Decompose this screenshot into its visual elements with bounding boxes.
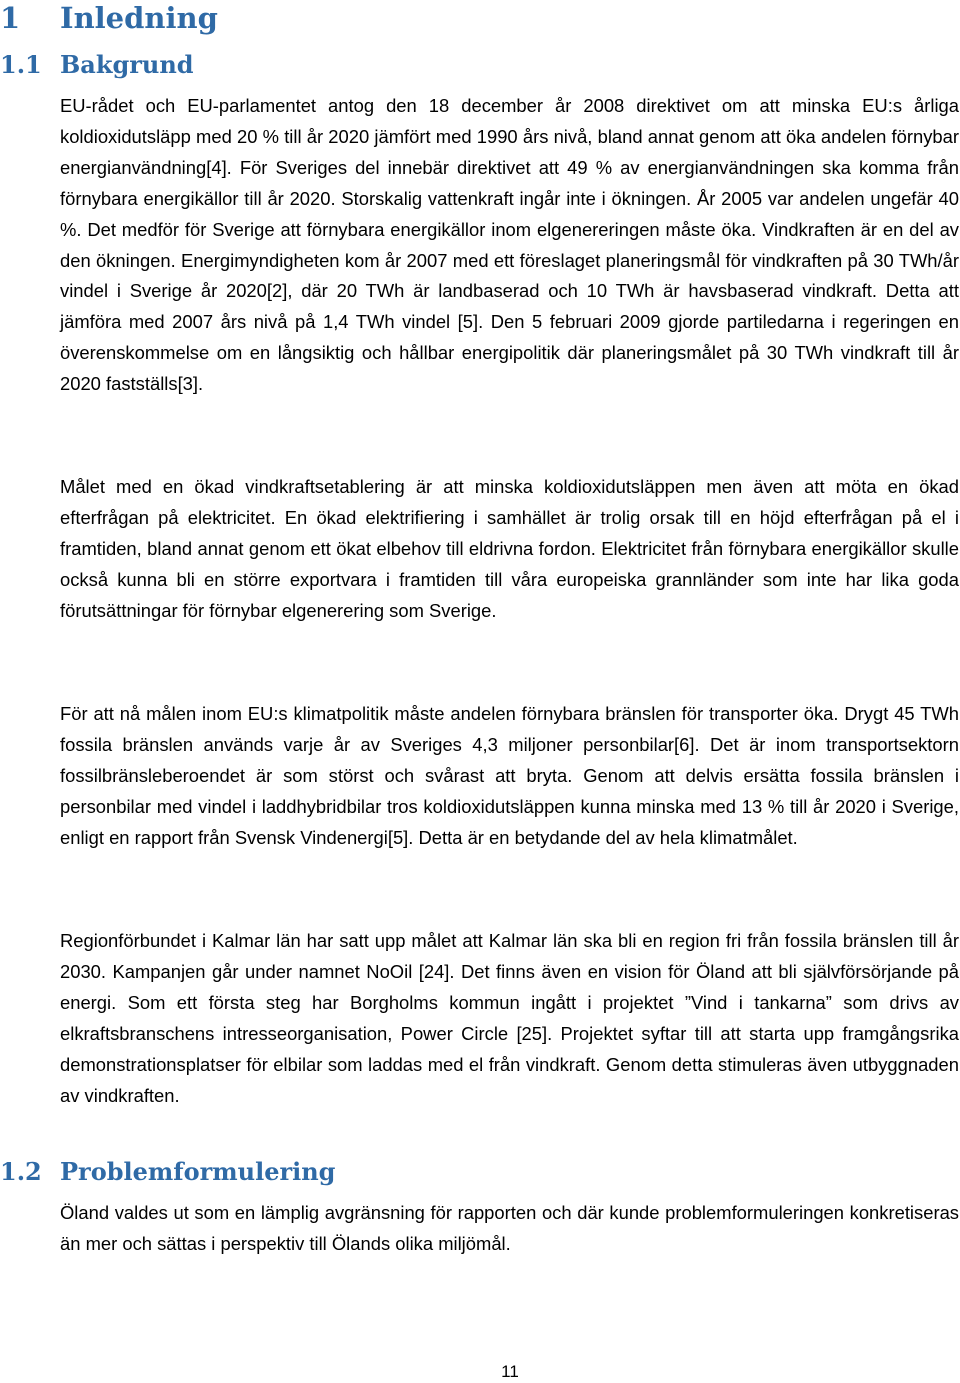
chapter-number: 1 <box>0 1 21 35</box>
body-paragraph: EU-rådet och EU-parlamentet antog den 18 december år 2008 direktivet om att minska EU:s årliga koldioxidutsläpp med 20 % till år 2020 jämfört med 1990 års nivå, bland annat genom att öka andelen förnybar energianvändning[4]. För Sveriges del innebär direktivet att 49 % av energianvändningen ska komma från förnybara energikällor till år 2020. Storskalig vattenkraft ingår inte i ökningen. År 2005 var andelen ungefär 40 %. Det medför för Sverige att förnybara energikällor inom elgenereringen måste öka. Vindkraften är en del av den ökningen. Energimyndigheten kom år 2007 med ett föreslaget planeringsmål för vindkraften på 30 TWh/år vindel i Sverige år 2020[2], där 20 TWh är landbaserad och 10 TWh är havsbaserad vindkraft. Detta att jämföra med 2007 års nivå på 1,4 TWh vindel [5]. Den 5 februari 2009 gjorde partiledarna i regeringen en överenskommelse om en långsiktig och hållbar energipolitik där planeringsmålet på 30 TWh vindkraft till år 2020 fastställs[3]. <box>60 95 959 395</box>
body-paragraph: Regionförbundet i Kalmar län har satt upp målet att Kalmar län ska bli en region fri från fossila bränslen till år 2030. Kampanjen går under namnet NoOil [24]. Det finns även en vision för Öland att bli självförsörjande på energi. Som ett första steg har Borgholms kommun ingått i projektet ”Vind i tankarna” som drivs av elkraftsbranschens intresseorganisation, Power Circle [25]. Projektet syftar till att starta upp framgångsrika demonstrationsplatser för elbilar som laddas med el från vindkraft. Genom detta stimuleras även utbyggnaden av vindkraften. <box>60 930 959 1106</box>
chapter-title: Inledning <box>60 1 218 35</box>
body-paragraph: Öland valdes ut som en lämplig avgränsning för rapporten och där kunde problemformuleringen konkretiseras än mer och sättas i perspektiv till Ölands olika miljömål. <box>60 1202 959 1254</box>
section-title: Problemformulering <box>60 1157 336 1186</box>
body-paragraph: Målet med en ökad vindkraftsetablering är att minska koldioxidutsläppen men även att möta en ökad efterfrågan på elektricitet. En ökad elektrifiering i samhället är trolig orsak till en höjd efterfrågan på el i framtiden, bland annat genom ett ökat elbehov till eldrivna fordon. Elektricitet från förnybara energikällor skulle också kunna bli en större exportvara i framtiden till våra europeiska grannländer som inte har lika goda förutsättningar för förnybar elgenerering som Sverige. <box>60 476 959 621</box>
chapter-heading <box>0 0 218 36</box>
section-number: 1.2 <box>0 1157 42 1186</box>
page-number: 11 <box>501 1362 519 1381</box>
body-paragraph: För att nå målen inom EU:s klimatpolitik måste andelen förnybara bränslen för transporter öka. Drygt 45 TWh fossila bränslen används varje år av Sveriges 4,3 miljoner personbilar[6]. Det är inom transportsektorn fossilbränsleberoendet är som störst och svårast att bryta. Genom att delvis ersätta fossila bränslen i personbilar med vindel i laddhybridbilar tros koldioxidutsläppen kunna minska med 13 % till år 2020 i Sverige, enligt en rapport från Svensk Vindenergi[5]. Detta är en betydande del av hela klimatmålet. <box>60 703 959 848</box>
section-heading-problemformulering <box>0 1157 335 1187</box>
section-title: Bakgrund <box>60 50 194 79</box>
section-number: 1.1 <box>0 50 42 79</box>
section-heading-bakgrund <box>0 50 194 80</box>
